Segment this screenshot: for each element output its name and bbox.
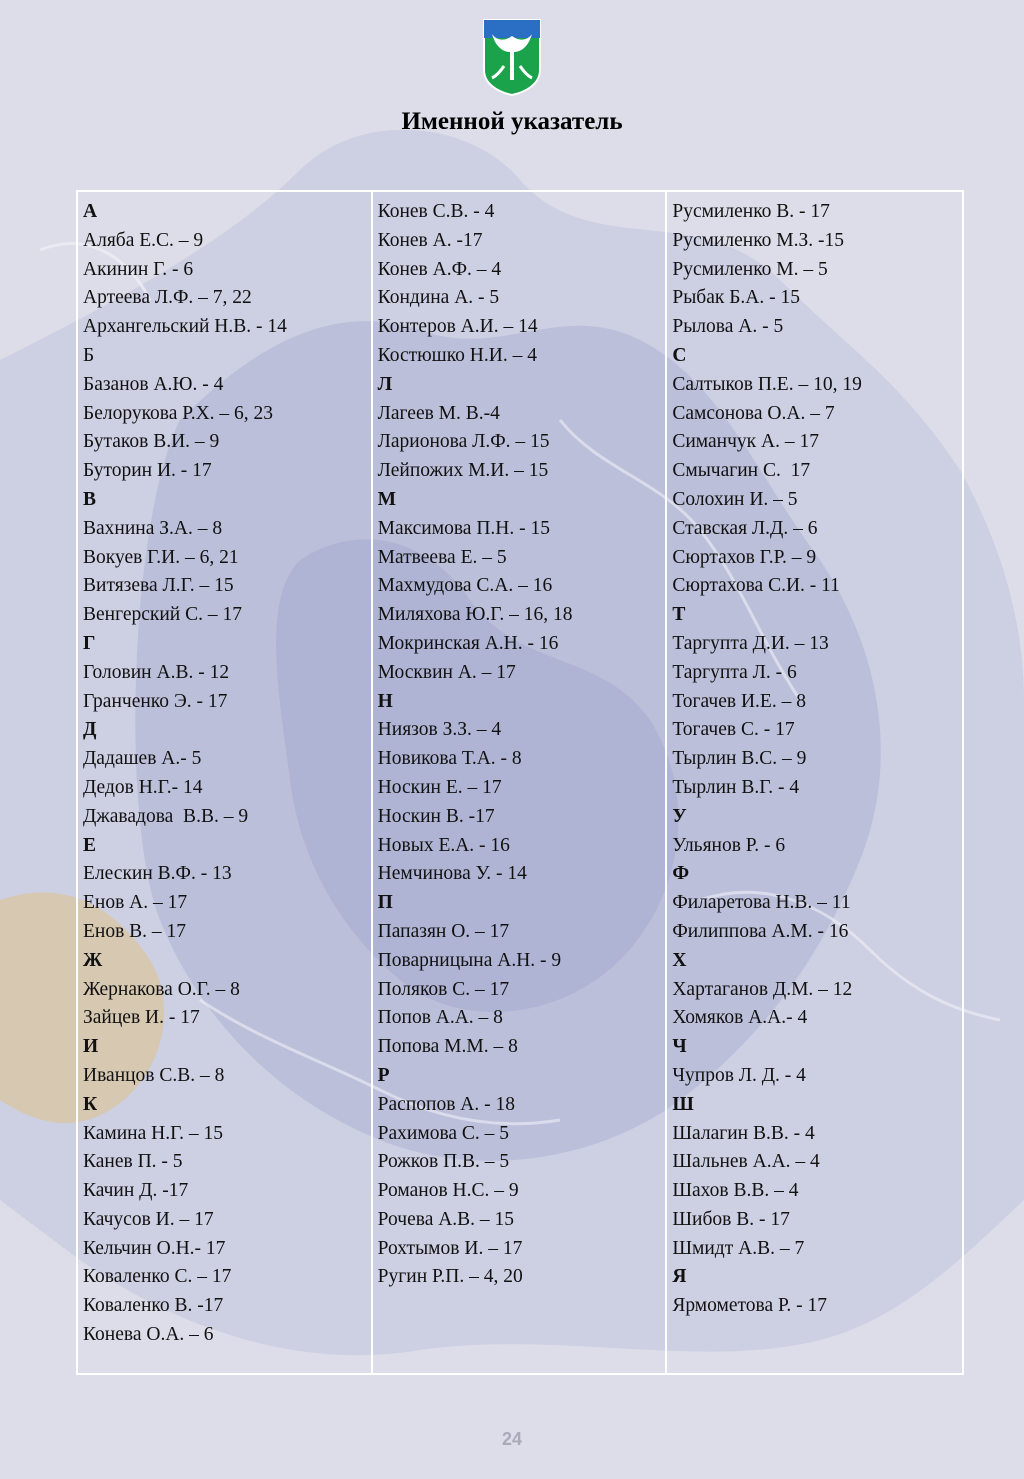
index-entry: Солохин И. – 5 (672, 488, 798, 510)
index-letter-heading: Я (672, 1266, 687, 1288)
index-entry: Поварницына А.Н. - 9 (377, 949, 562, 971)
index-entry: Миляхова Ю.Г. – 16, 18 (377, 604, 573, 626)
index-entry: Енов А. – 17 (83, 892, 188, 914)
index-letter-heading: М (377, 488, 397, 510)
index-entry: Немчинова У. - 14 (377, 863, 527, 885)
index-entry: Качин Д. -17 (83, 1180, 189, 1202)
index-letter-heading: Т (672, 604, 686, 626)
index-entry: Енов В. – 17 (83, 920, 187, 942)
index-letter-heading: Х (672, 949, 687, 971)
index-entry: Шибов В. - 17 (672, 1208, 790, 1230)
index-entry: Салтыков П.Е. – 10, 19 (672, 373, 862, 395)
page-title: Именной указатель (401, 108, 623, 135)
index-entry: Носкин Е. – 17 (377, 776, 502, 798)
index-entry: Попов А.А. – 8 (377, 1007, 503, 1029)
index-entry: Рочева А.В. – 15 (377, 1208, 515, 1230)
coat-of-arms-icon (482, 18, 542, 96)
index-letter-heading: Ж (83, 949, 103, 971)
index-entry: Ларионова Л.Ф. – 15 (377, 431, 550, 453)
index-entry: Гранченко Э. - 17 (83, 690, 228, 712)
index-entry: Вокуев Г.И. – 6, 21 (83, 546, 239, 568)
index-entry: Новикова Т.А. - 8 (377, 748, 522, 770)
index-entry: Головин А.В. - 12 (83, 661, 230, 683)
name-index-table (76, 190, 964, 1375)
index-letter-heading: У (672, 805, 687, 827)
index-entry: Канев П. - 5 (83, 1151, 183, 1173)
index-entry: Зайцев И. - 17 (83, 1007, 200, 1029)
index-letter-heading: Ч (672, 1036, 687, 1058)
index-entry: Русмиленко В. - 17 (672, 201, 830, 222)
index-entry: Коваленко В. -17 (83, 1295, 224, 1317)
index-entry: Романов Н.С. – 9 (377, 1180, 519, 1202)
index-entry: Костюшко Н.И. – 4 (377, 344, 537, 366)
index-entry: Тырлин В.Г. - 4 (672, 776, 800, 798)
index-letter-heading: Н (377, 690, 393, 712)
index-letter-heading: К (83, 1093, 98, 1115)
index-entry: Лейпожих М.И. – 15 (377, 460, 549, 482)
index-entry: Рохтымов И. – 17 (377, 1237, 523, 1259)
index-entry: Лагеев М. В.-4 (377, 402, 500, 424)
index-entry: Шальнев А.А. – 4 (672, 1151, 820, 1173)
index-letter-heading: А (83, 201, 98, 222)
index-entry: Чупров Л. Д. - 4 (672, 1064, 806, 1086)
index-entry: Кондина А. - 5 (377, 287, 500, 309)
index-entry: Артеева Л.Ф. – 7, 22 (83, 287, 252, 309)
index-column-1 (78, 192, 373, 1373)
index-entry: Смычагин С. 17 (672, 460, 811, 482)
index-entry: Контеров А.И. – 14 (377, 316, 538, 338)
index-entry: Ниязов З.З. – 4 (377, 719, 502, 741)
index-entry: Тогачев И.Е. – 8 (672, 690, 806, 712)
index-entry: Сюртахов Г.Р. – 9 (672, 546, 817, 568)
index-entry: Акинин Г. - 6 (83, 258, 194, 280)
index-letter-heading: Ф (672, 863, 690, 885)
index-entry: Симанчук А. – 17 (672, 431, 819, 453)
index-entry: Хомяков А.А.- 4 (672, 1007, 808, 1029)
index-letter-heading: Л (377, 373, 393, 395)
index-entry: Ульянов Р. - 6 (672, 834, 786, 856)
index-letter-heading: Ш (672, 1093, 694, 1115)
index-entry: Венгерский С. – 17 (83, 604, 242, 626)
page-number: 24 (501, 1429, 523, 1449)
index-entry: Бутаков В.И. – 9 (83, 431, 220, 453)
index-entry: Русмиленко М.З. -15 (672, 229, 845, 251)
index-entry: Попова М.М. – 8 (377, 1036, 518, 1058)
index-letter-heading: С (672, 344, 687, 366)
index-entry: Буторин И. - 17 (83, 460, 212, 482)
index-entry: Рожков П.В. – 5 (377, 1151, 510, 1173)
index-entry: Кельчин О.Н.- 17 (83, 1237, 226, 1259)
index-entry: Вахнина З.А. – 8 (83, 517, 223, 539)
index-entry: Тырлин В.С. – 9 (672, 748, 807, 770)
index-entry: Таргупта Л. - 6 (672, 661, 797, 683)
index-entry: Папазян О. – 17 (377, 920, 510, 942)
index-entry: Белорукова Р.Х. – 6, 23 (83, 402, 274, 424)
index-letter-heading: В (83, 488, 97, 510)
index-entry: Шалагин В.В. - 4 (672, 1122, 815, 1144)
index-entry: Ярмометова Р. - 17 (672, 1295, 828, 1317)
index-entry: Ругин Р.П. – 4, 20 (377, 1266, 523, 1288)
index-entry: Ставская Л.Д. – 6 (672, 517, 818, 539)
index-entry: Коваленко С. – 17 (83, 1266, 232, 1288)
index-entry: Б (83, 344, 95, 366)
index-entry: Конев А.Ф. – 4 (377, 258, 502, 280)
index-entry: Матвеева Е. – 5 (377, 546, 507, 568)
index-entry: Рыбак Б.А. - 15 (672, 287, 800, 309)
index-entry: Самсонова О.А. – 7 (672, 402, 835, 424)
index-entry: Новых Е.А. - 16 (377, 834, 510, 856)
index-entry: Витязева Л.Г. – 15 (83, 575, 234, 597)
index-entry: Базанов А.Ю. - 4 (83, 373, 224, 395)
index-entry: Архангельский Н.В. - 14 (83, 316, 287, 338)
index-letter-heading: Д (83, 719, 97, 741)
index-entry: Елескин В.Ф. - 13 (83, 863, 232, 885)
index-entry: Махмудова С.А. – 16 (377, 575, 553, 597)
index-entry: Москвин А. – 17 (377, 661, 516, 683)
index-column-3 (667, 192, 962, 1373)
index-entry: Конев С.В. - 4 (377, 201, 495, 222)
index-entry: Шахов В.В. – 4 (672, 1180, 799, 1202)
index-letter-heading: П (377, 892, 393, 914)
index-entry: Конева О.А. – 6 (83, 1324, 214, 1346)
index-entry: Сюртахова С.И. - 11 (672, 575, 840, 597)
index-letter-heading: Р (377, 1064, 390, 1086)
index-letter-heading: Г (83, 632, 96, 654)
index-entry: Тогачев С. - 17 (672, 719, 795, 741)
index-entry: Максимова П.Н. - 15 (377, 517, 550, 539)
index-entry: Дадашев А.- 5 (83, 748, 202, 770)
index-entry: Таргупта Д.И. – 13 (672, 632, 829, 654)
index-entry: Камина Н.Г. – 15 (83, 1122, 224, 1144)
index-entry: Конев А. -17 (377, 229, 483, 251)
index-entry: Хартаганов Д.М. – 12 (672, 978, 853, 1000)
index-entry: Распопов А. - 18 (377, 1093, 515, 1115)
index-entry: Мокринская А.Н. - 16 (377, 632, 559, 654)
index-entry: Аляба Е.С. – 9 (83, 229, 204, 251)
index-entry: Дедов Н.Г.- 14 (83, 776, 203, 798)
index-entry: Шмидт А.В. – 7 (672, 1237, 805, 1259)
index-entry: Филиппова А.М. - 16 (672, 920, 849, 942)
index-entry: Иванцов С.В. – 8 (83, 1064, 225, 1086)
index-entry: Качусов И. – 17 (83, 1208, 214, 1230)
index-entry: Жернакова О.Г. – 8 (83, 978, 240, 1000)
index-entry: Поляков С. – 17 (377, 978, 510, 1000)
index-letter-heading: Е (83, 834, 97, 856)
index-column-2 (373, 192, 668, 1373)
index-entry: Носкин В. -17 (377, 805, 495, 827)
index-letter-heading: И (83, 1036, 99, 1058)
index-entry: Рылова А. - 5 (672, 316, 784, 338)
index-entry: Рахимова С. – 5 (377, 1122, 510, 1144)
index-entry: Филаретова Н.В. – 11 (672, 892, 851, 914)
index-entry: Джавадова В.В. – 9 (83, 805, 249, 827)
index-entry: Русмиленко М. – 5 (672, 258, 828, 280)
